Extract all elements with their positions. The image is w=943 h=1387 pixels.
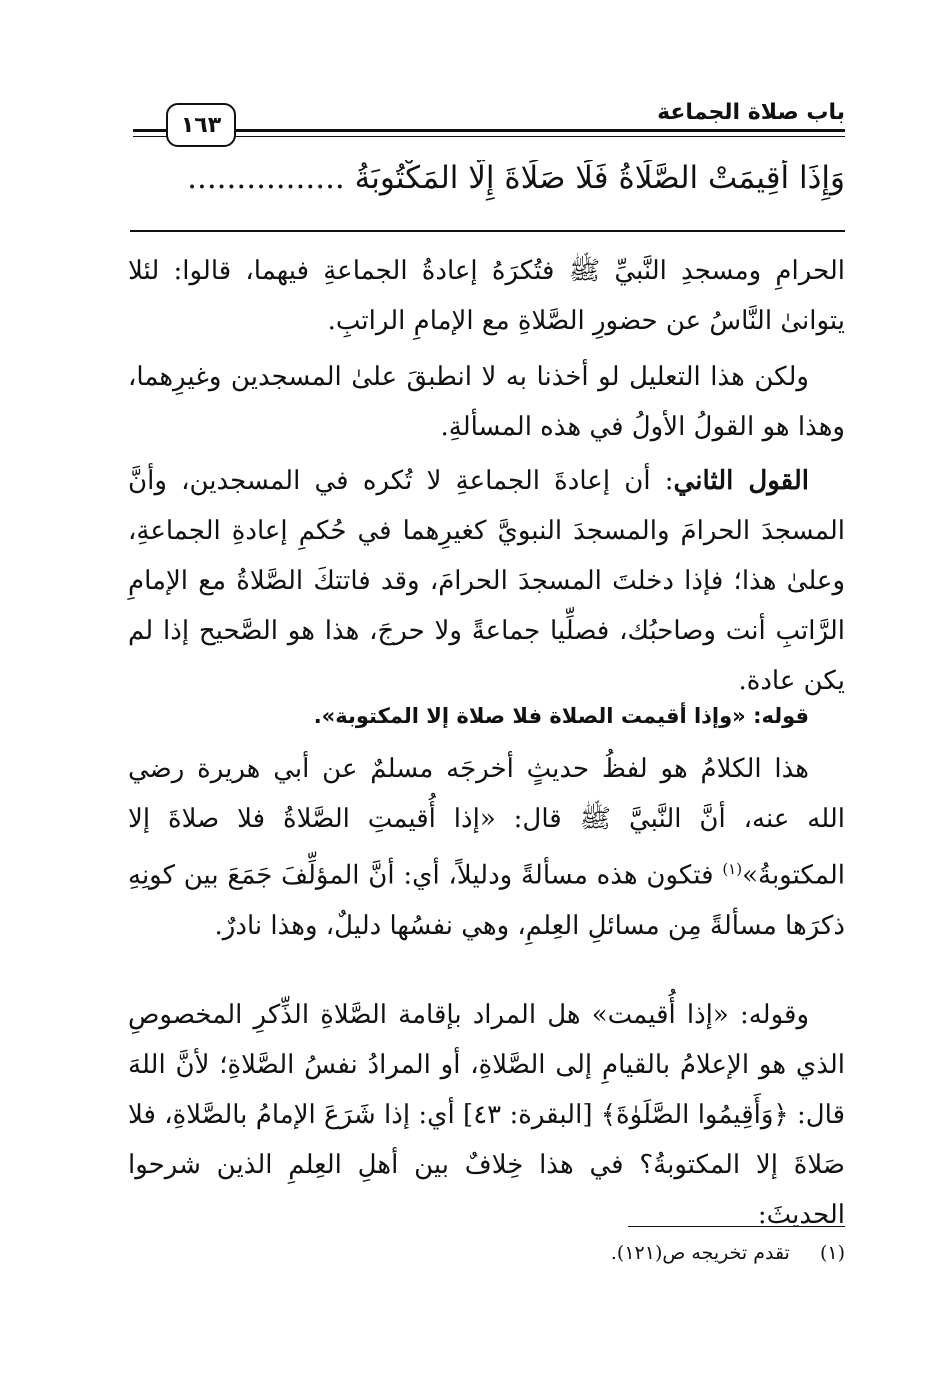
paragraph-3-text: : أن إعادةَ الجماعةِ لا تُكره في المسجدين، وأنَّ المسجدَ الحرامَ والمسجدَ النبويَّ كغيرِهما في حُكمِ إعادةِ الجماعةِ، وعلىٰ هذا؛ فإذا دخلتَ المسجدَ الحرامَ، وقد فاتتكَ الصَّلاةُ مع الإمامِ الرَّاتبِ أنت وصاحبُك، فصلِّيا جماعةً ولا حرجَ، هذا هو الصَّحيح إذا لم يكن عادة. xyxy=(128,466,845,696)
paragraph-3 xyxy=(128,456,845,706)
footnote-text: تقدم تخريجه ص(١٢١). xyxy=(610,1242,790,1264)
paragraph-2: ولكن هذا التعليل لو أخذنا به لا انطبقَ علىٰ المسجدين وغيرِهما، وهذا هو القولُ الأولُ في هذه المسألةِ. xyxy=(128,362,845,442)
chapter-title: باب صلاة الجماعة xyxy=(657,100,845,125)
footnote-ref: (١) xyxy=(722,860,743,878)
footnote xyxy=(611,1242,845,1264)
footnote-number: (١) xyxy=(819,1242,845,1264)
matn-line xyxy=(130,160,845,210)
qawluhu-label: قوله: xyxy=(753,704,809,728)
paragraph-1: الحرامِ ومسجدِ النَّبيِّ ﷺ فتُكرَهُ إعادةُ الجماعةِ فيهما، قالوا: لئلا يتوانىٰ النَّاسُ عن حضورِ الصَّلاةِ مع الإمامِ الراتبِ. xyxy=(128,256,845,336)
paragraph-5-part-a: هذا الكلامُ هو لفظُ حديثٍ أخرجَه مسلمٌ عن أبي هريرة رضي الله عنه، أنَّ النَّبيَّ ﷺ قال: «إذا أُقيمتِ الصَّلاةُ فلا صلاةَ إلا المكتوبةُ» xyxy=(128,754,845,891)
paragraph-5 xyxy=(128,744,845,951)
header-rule-thick xyxy=(133,129,845,132)
header-rule-thin xyxy=(133,136,845,137)
paragraph-5-part-b: فتكون هذه مسألةً ودليلاً، أي: أنَّ المؤلِّفَ جَمَعَ بين كونِهِ ذكرَها مسألةً مِن مسائلِ العِلمِ، وهي نفسُها دليلٌ، وهذا نادرٌ. xyxy=(128,860,845,941)
paragraph-6: وقوله: «إذا أُقيمت» هل المراد بإقامة الصَّلاةِ الذِّكرِ المخصوصِ الذي هو الإعلامُ بالقيامِ إلى الصَّلاةِ، أو المرادُ نفسُ الصَّلاةِ؛ لأنَّ اللهَ قال: ﴿وَأَقِيمُوا الصَّلَوٰةَ﴾ [البقرة: ٤٣] أي: إذا شَرَعَ الإمامُ بالصَّلاةِ، فلا صَلاةَ إلا المكتوبةُ؟ في هذا خِلافٌ بين أهلِ العِلمِ الذين شرحوا الحديثَ: xyxy=(128,1000,845,1230)
second-opinion-label: القول الثاني xyxy=(673,466,809,496)
quote-heading-text: «وإذا أقيمت الصلاة فلا صلاة إلا المكتوبة». xyxy=(313,704,754,728)
footnote-separator xyxy=(628,1226,845,1227)
matn-text: وَإِذَا أُقِيمَتْ الصَّلَاةُ فَلَا صَلَاةَ إِلَّا المَكْتُوبَةُ xyxy=(354,160,845,196)
page-number: ١٦٣ xyxy=(166,103,236,147)
matn-separator xyxy=(130,230,845,232)
quote-heading xyxy=(128,690,845,741)
matn-dots: ................ xyxy=(187,160,345,196)
